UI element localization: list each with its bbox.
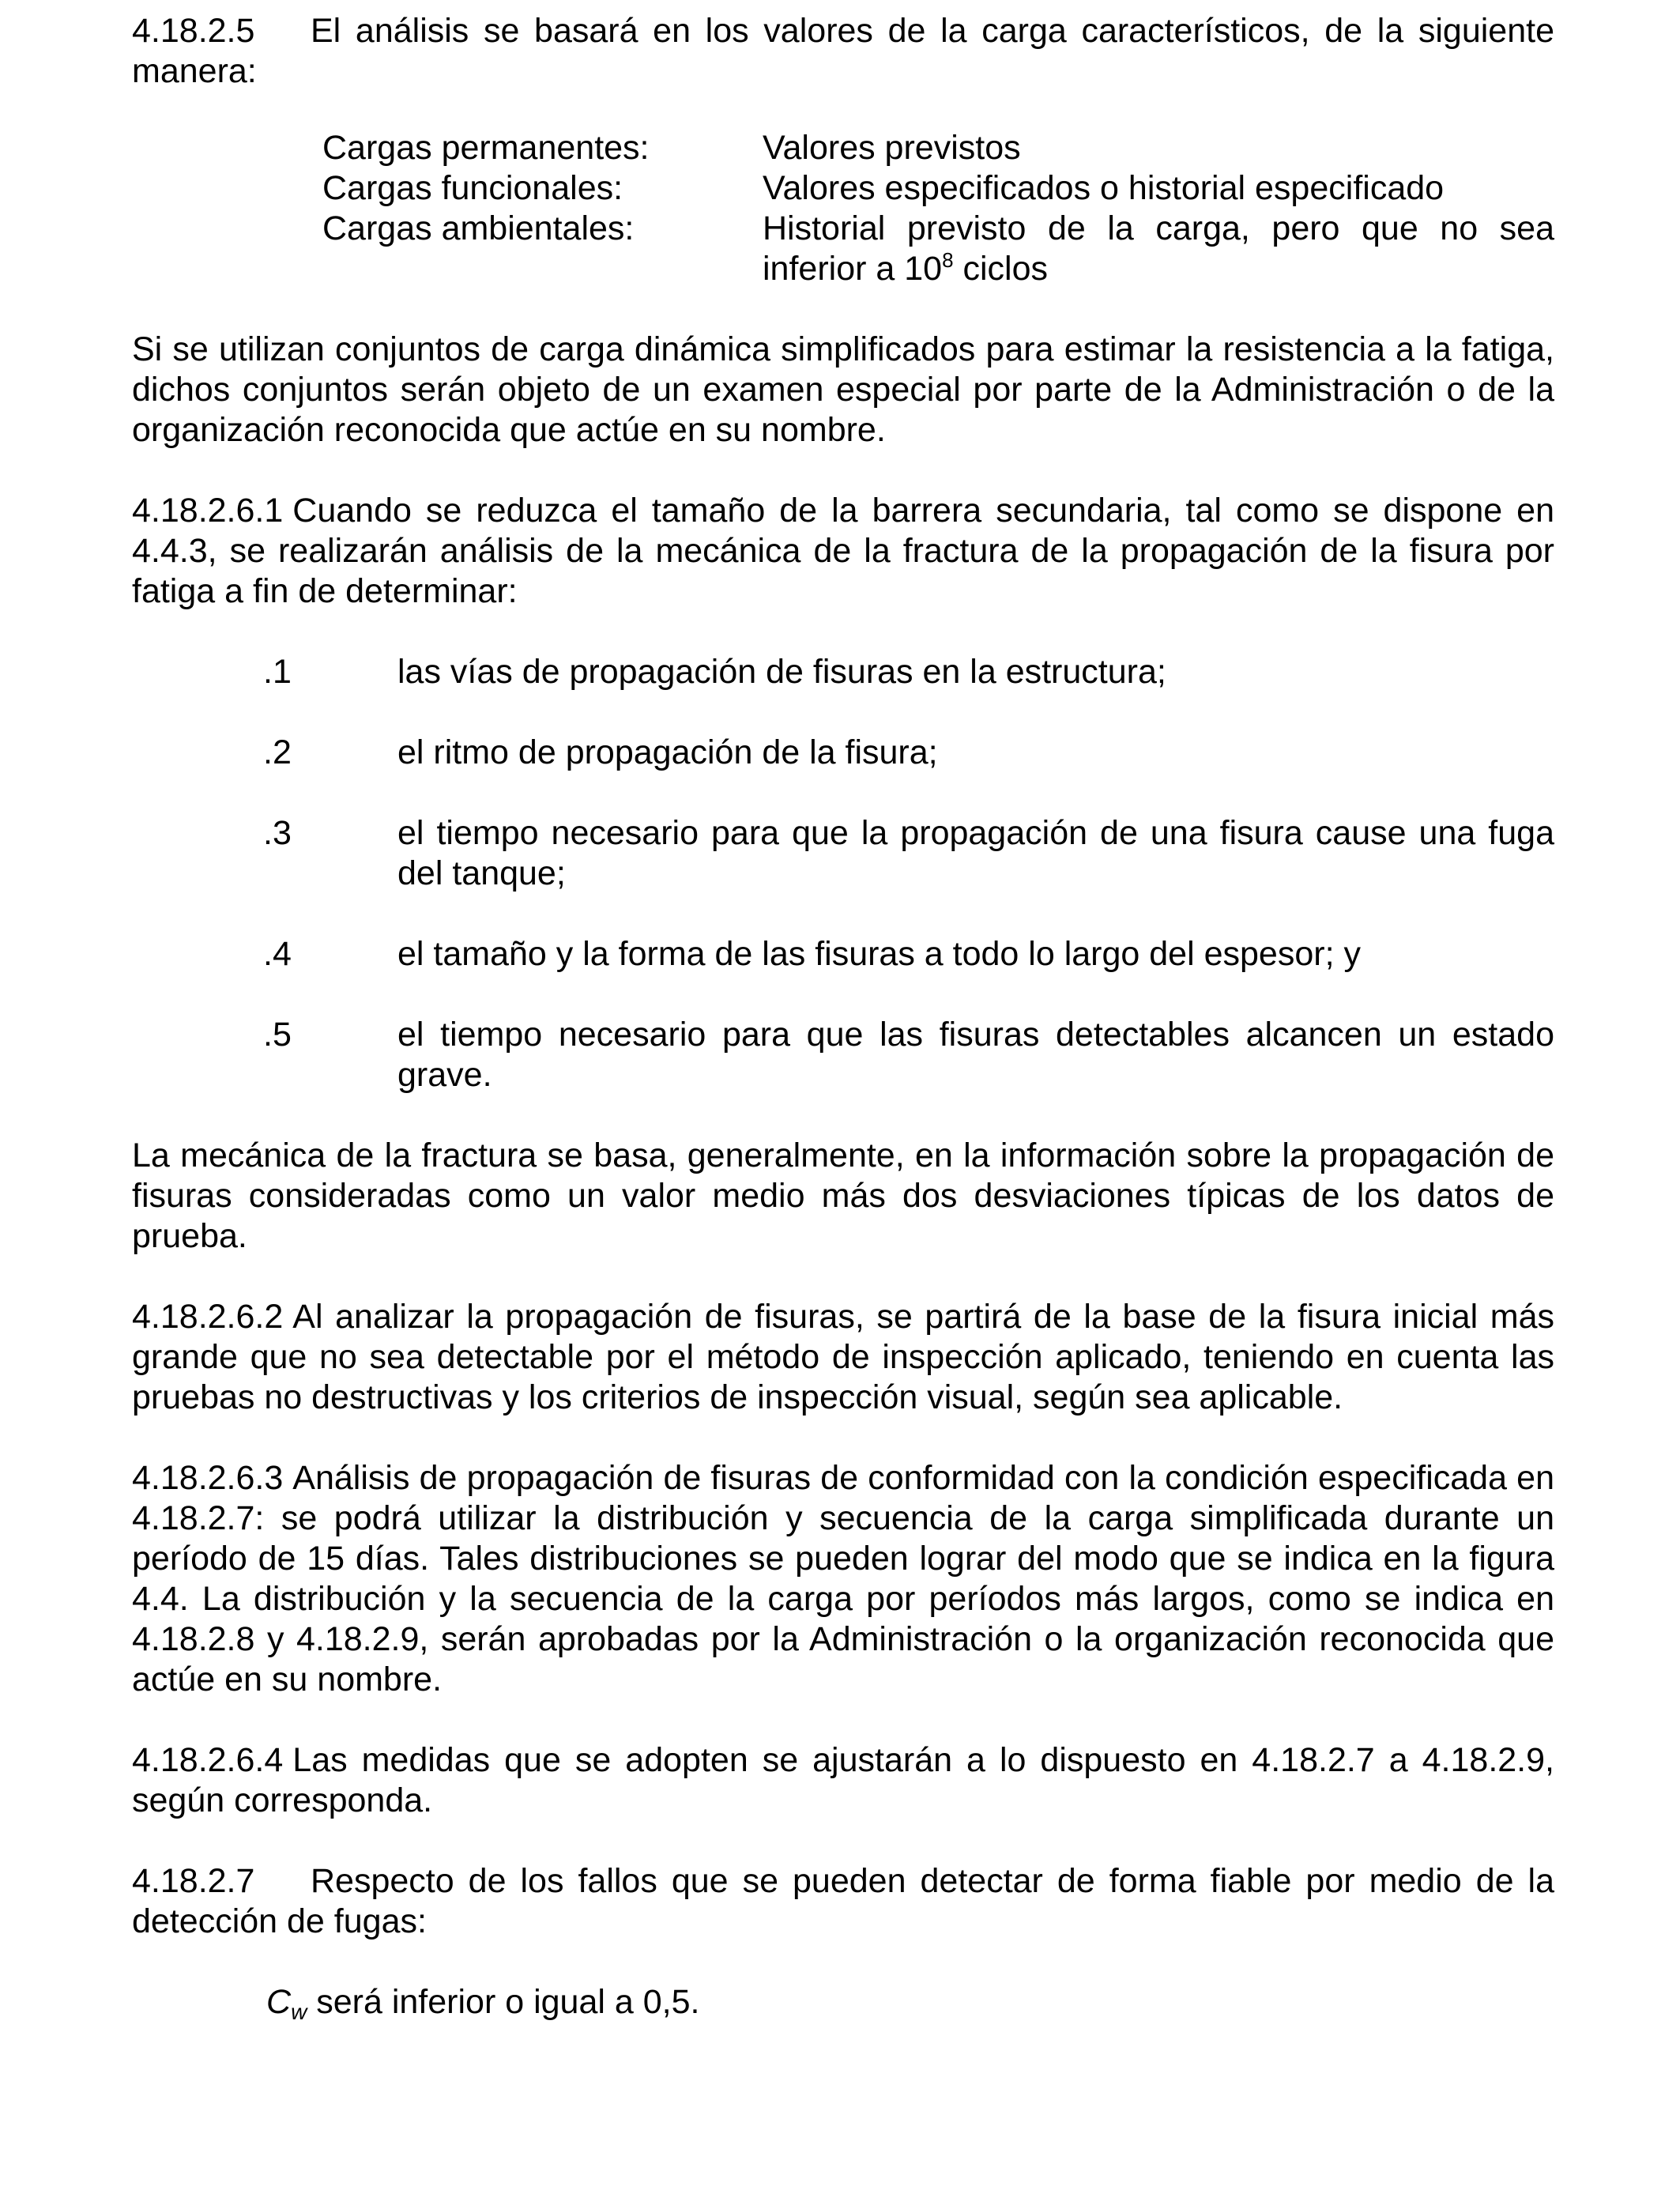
section-text: El análisis se basará en los valores de la carga característicos, de la siguiente manera: [132, 12, 1554, 90]
load-row-environmental [322, 209, 1554, 289]
section-number: 4.18.2.5 [132, 12, 255, 50]
section-number: 4.18.2.6.1 [132, 492, 284, 530]
paragraph-4-18-2-6-3 [132, 1458, 1554, 1700]
paragraph-fracture-mechanics: La mecánica de la fractura se basa, generalmente, en la información sobre la propagación de fisuras consideradas como un valor medio más dos desviaciones típicas de los datos de prueba. [132, 1137, 1554, 1255]
paragraph-dynamic-loads: Si se utilizan conjuntos de carga dinámica simplificados para estimar la resistencia a la fatiga, dichos conjuntos serán objeto de un examen especial por parte de la Administración o de la organización reconocida que actúe en su nombre. [132, 330, 1554, 449]
section-number: 4.18.2.6.4 [132, 1741, 284, 1779]
list-item [132, 934, 1554, 974]
load-label: Cargas ambientales: [322, 209, 635, 247]
analysis-items-list [132, 652, 1554, 1095]
section-text: Al analizar la propagación de fisuras, se partirá de la base de la fisura inicial más grande que no sea detectable por el método de inspección aplicado, teniendo en cuenta las pruebas no destructivas y los criterios de inspección visual, según sea aplicable. [132, 1298, 1554, 1416]
item-number: .3 [263, 814, 292, 852]
list-item [132, 652, 1554, 692]
load-value [763, 209, 1554, 289]
item-number: .5 [263, 1016, 292, 1054]
load-row-functional [322, 168, 1554, 209]
item-number: .2 [263, 733, 292, 771]
item-text: el tiempo necesario para que la propagación de una fisura cause una fuga del tanque; [397, 814, 1554, 892]
exponent: 8 [942, 248, 954, 272]
load-label: Cargas funcionales: [322, 169, 623, 207]
paragraph-4-18-2-6-2 [132, 1297, 1554, 1418]
item-text: el tamaño y la forma de las fisuras a todo lo largo del espesor; y [397, 935, 1361, 973]
section-number: 4.18.2.6.2 [132, 1298, 284, 1336]
formula-cw [266, 1982, 1554, 2022]
item-text: el ritmo de propagación de la fisura; [397, 733, 938, 771]
paragraph-4-18-2-5 [132, 11, 1554, 92]
load-row-permanent [322, 128, 1554, 168]
section-text: Cuando se reduzca el tamaño de la barrera secundaria, tal como se dispone en 4.4.3, se realizarán análisis de la mecánica de la fractura de la propagación de la fisura por fatiga a fin de determinar: [132, 492, 1554, 610]
section-number: 4.18.2.7 [132, 1862, 255, 1900]
formula-text: será inferior o igual a 0,5. [307, 1983, 700, 2021]
load-values-table [322, 128, 1554, 289]
section-number: 4.18.2.6.3 [132, 1459, 284, 1497]
paragraph-4-18-2-7 [132, 1861, 1554, 1942]
section-text: Respecto de los fallos que se pueden detectar de forma fiable por medio de la detección de fugas: [132, 1862, 1554, 1940]
list-item [132, 1015, 1554, 1095]
load-value-text: Historial previsto de la carga, pero que no sea inferior a 10 [763, 209, 1554, 288]
section-text: Análisis de propagación de fisuras de conformidad con la condición especificada en 4.18.2.7: se podrá utilizar la distribución y secuencia de la carga simplificada durante un período de 15 días. Tales distribuciones se pueden lograr del modo que se indica en la figura 4.4. La distribución y la secuencia de la carga por períodos más largos, como se indica en 4.18.2.8 y 4.18.2.9, serán aprobadas por la Administración o la organización reconocida que actúe en su nombre. [132, 1459, 1554, 1698]
formula-subscript: w [291, 2000, 307, 2024]
load-label: Cargas permanentes: [322, 129, 650, 167]
item-number: .4 [263, 935, 292, 973]
load-value: Valores especificados o historial especificado [763, 169, 1445, 207]
formula-symbol: C [266, 1983, 292, 2021]
list-item [132, 813, 1554, 894]
item-text: el tiempo necesario para que las fisuras detectables alcancen un estado grave. [397, 1016, 1554, 1094]
item-text: las vías de propagación de fisuras en la estructura; [397, 653, 1166, 691]
item-number: .1 [263, 653, 292, 691]
load-value-suffix: ciclos [953, 250, 1049, 288]
paragraph-4-18-2-6-1 [132, 491, 1554, 612]
list-item [132, 733, 1554, 773]
document-page [132, 11, 1554, 2022]
paragraph-4-18-2-6-4 [132, 1740, 1554, 1821]
section-text: Las medidas que se adopten se ajustarán a lo dispuesto en 4.18.2.7 a 4.18.2.9, según corresponda. [132, 1741, 1554, 1819]
load-value: Valores previstos [763, 129, 1021, 167]
